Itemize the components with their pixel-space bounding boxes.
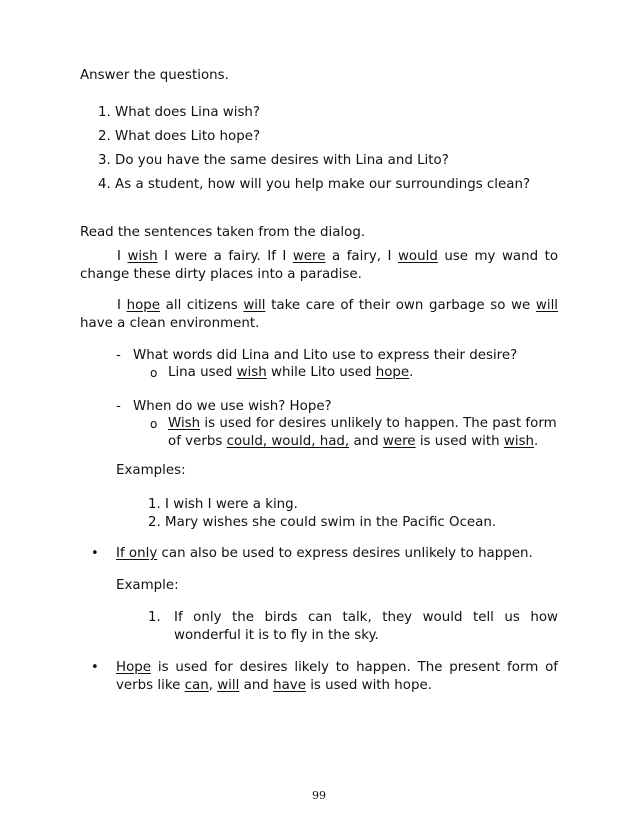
underlined-word: wish (236, 365, 267, 380)
underlined-word: hope (126, 298, 161, 313)
dash-marker: - (116, 348, 121, 363)
example-item: 2. Mary wishes she could swim in the Pacific Ocean. (148, 515, 497, 530)
bullet-marker: • (91, 660, 99, 675)
heading-read-sentences: Read the sentences taken from the dialog. (80, 225, 366, 240)
bullet-if-only: If only can also be used to express desires unlikely to happen. (116, 546, 533, 561)
underlined-word: If only (116, 546, 158, 561)
dash-answer: Lina used wish while Lito used hope. (168, 365, 414, 380)
question-text: Do you have the same desires with Lina and Lito? (115, 153, 449, 168)
heading-answer-questions: Answer the questions. (80, 68, 229, 83)
underlined-word: will (217, 678, 240, 693)
example-label: Example: (116, 578, 179, 593)
list-number: 2. (98, 129, 111, 144)
underlined-word: have (273, 678, 306, 693)
underlined-word: hope (375, 365, 410, 380)
bullet-hope-line-1: Hope is used for desires likely to happen. The present form of (116, 660, 558, 675)
list-number: 4. (98, 177, 111, 192)
bullet-hope-line-2: verbs like can, will and have is used with hope. (116, 678, 432, 693)
question-item (98, 153, 449, 169)
underlined-word: wish (127, 249, 158, 264)
example-line-1: If only the birds can talk, they would tell us how (174, 610, 558, 625)
sentence-one-line-1: I wish I were a fairy. If I were a fairy, I would use my wand to (117, 249, 559, 264)
underlined-word: Wish (168, 416, 201, 431)
sentence-two-line-1: I hope all citizens will take care of their own garbage so we will (117, 298, 559, 313)
bullet-marker: • (91, 546, 99, 561)
dash-marker: - (116, 399, 121, 414)
underlined-word: were (382, 434, 416, 449)
underlined-word: will (535, 298, 559, 313)
dash-question: What words did Lina and Lito use to express their desire? (133, 348, 518, 363)
sentence-one-line-2: change these dirty places into a paradise. (80, 267, 362, 282)
question-text: What does Lito hope? (115, 129, 261, 144)
page-number: 99 (312, 789, 326, 802)
list-number: 1. (98, 105, 111, 120)
underlined-word: can (184, 678, 209, 693)
question-item (98, 105, 260, 121)
underlined-word: wish (503, 434, 535, 449)
example-item: 1. I wish I were a king. (148, 497, 298, 512)
circle-marker: o (150, 366, 158, 380)
example-number: 1. (148, 610, 161, 625)
dash-answer-line-1: Wish is used for desires unlikely to happen. The past form (168, 416, 557, 431)
examples-label: Examples: (116, 463, 186, 478)
underlined-word: were (292, 249, 326, 264)
question-item (98, 177, 530, 193)
question-item (98, 129, 260, 145)
question-text: As a student, how will you help make our surroundings clean? (115, 177, 531, 192)
question-text: What does Lina wish? (115, 105, 261, 120)
example-line-2: wonderful it is to fly in the sky. (174, 628, 379, 643)
list-number: 3. (98, 153, 111, 168)
circle-marker: o (150, 417, 158, 431)
sentence-two-line-2: have a clean environment. (80, 316, 260, 331)
underlined-word: will (243, 298, 266, 313)
underlined-word: could, would, had, (226, 434, 350, 449)
underlined-word: Hope (116, 660, 152, 675)
dash-answer-line-2: of verbs could, would, had, and were is used with wish. (168, 434, 539, 449)
underlined-word: would (397, 249, 438, 264)
dash-question: When do we use wish? Hope? (133, 399, 332, 414)
